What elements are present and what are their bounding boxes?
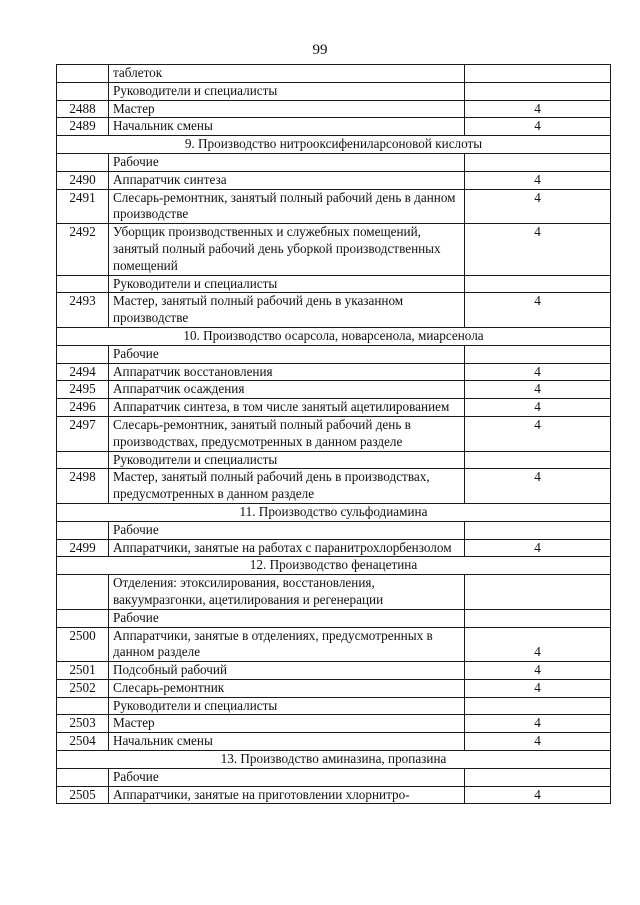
additional-leave-days: 4: [465, 399, 611, 417]
empty-value-cell: [465, 82, 611, 100]
section-title: 12. Производство фенацетина: [57, 557, 611, 575]
additional-leave-days: 4: [465, 786, 611, 804]
section-title: 9. Производство нитрооксифениларсоновой кислоты: [57, 136, 611, 154]
additional-leave-days: 4: [465, 679, 611, 697]
empty-number-cell: [57, 82, 109, 100]
item-number: 2495: [57, 381, 109, 399]
group-heading: Рабочие: [109, 345, 465, 363]
additional-leave-days: 4: [465, 224, 611, 275]
empty-value-cell: [465, 697, 611, 715]
item-number: 2496: [57, 399, 109, 417]
empty-value-cell: [465, 575, 611, 610]
group-heading: Рабочие: [109, 609, 465, 627]
profession-name: Аппаратчики, занятые в отделениях, предусмотренных в данном разделе: [109, 627, 465, 662]
profession-name: Аппаратчик осаждения: [109, 381, 465, 399]
empty-value-cell: [465, 451, 611, 469]
table-row: [57, 100, 611, 118]
empty-number-cell: [57, 451, 109, 469]
item-number: 2504: [57, 733, 109, 751]
group-row: [57, 768, 611, 786]
table-row: [57, 416, 611, 451]
item-number: 2494: [57, 363, 109, 381]
additional-leave-days: 4: [465, 733, 611, 751]
additional-leave-days: 4: [465, 100, 611, 118]
group-heading: Отделения: этоксилирования, восстановления, вакуумразгонки, ацетилирования и регенерации: [109, 575, 465, 610]
item-number: 2500: [57, 627, 109, 662]
item-number: 2493: [57, 293, 109, 328]
additional-leave-days: [465, 65, 611, 83]
profession-name: Слесарь-ремонтник: [109, 679, 465, 697]
section-title: 10. Производство осарсола, новарсенола, миарсенола: [57, 327, 611, 345]
item-number: 2503: [57, 715, 109, 733]
table-row: [57, 399, 611, 417]
additional-leave-days: 4: [465, 118, 611, 136]
item-number: [57, 65, 109, 83]
item-number: 2492: [57, 224, 109, 275]
additional-leave-days: 4: [465, 363, 611, 381]
profession-list-table: [56, 64, 611, 804]
empty-number-cell: [57, 768, 109, 786]
profession-name: Подсобный рабочий: [109, 662, 465, 680]
group-heading: Рабочие: [109, 768, 465, 786]
page-number: 99: [312, 42, 328, 58]
group-row: [57, 275, 611, 293]
table-row: [57, 627, 611, 662]
section-row: [57, 136, 611, 154]
group-heading: Рабочие: [109, 153, 465, 171]
group-row: [57, 451, 611, 469]
additional-leave-days: 4: [465, 469, 611, 504]
group-heading: Руководители и специалисты: [109, 275, 465, 293]
additional-leave-days: 4: [465, 293, 611, 328]
additional-leave-days: 4: [465, 416, 611, 451]
table-row: [57, 224, 611, 275]
profession-name: Мастер: [109, 715, 465, 733]
profession-name: Аппаратчик восстановления: [109, 363, 465, 381]
profession-name: Аппаратчики, занятые на приготовлении хлорнитро-: [109, 786, 465, 804]
empty-value-cell: [465, 275, 611, 293]
group-heading: Руководители и специалисты: [109, 451, 465, 469]
empty-number-cell: [57, 153, 109, 171]
item-number: 2490: [57, 171, 109, 189]
section-row: [57, 327, 611, 345]
empty-number-cell: [57, 275, 109, 293]
section-row: [57, 503, 611, 521]
empty-number-cell: [57, 697, 109, 715]
empty-number-cell: [57, 345, 109, 363]
group-heading: Руководители и специалисты: [109, 82, 465, 100]
section-row: [57, 557, 611, 575]
table-row: [57, 786, 611, 804]
item-number: 2501: [57, 662, 109, 680]
additional-leave-days: 4: [465, 662, 611, 680]
table-row: [57, 679, 611, 697]
additional-leave-days: 4: [465, 539, 611, 557]
table-row: [57, 363, 611, 381]
group-heading: Рабочие: [109, 521, 465, 539]
group-row: [57, 575, 611, 610]
item-number: 2502: [57, 679, 109, 697]
table-row: [57, 171, 611, 189]
item-number: 2505: [57, 786, 109, 804]
group-row: [57, 82, 611, 100]
additional-leave-days: 4: [465, 381, 611, 399]
table-body: [57, 65, 611, 804]
additional-leave-days: 4: [465, 627, 611, 662]
section-title: 13. Производство аминазина, пропазина: [57, 751, 611, 769]
profession-name: Аппаратчик синтеза, в том числе занятый ацетилированием: [109, 399, 465, 417]
item-number: 2489: [57, 118, 109, 136]
table-row: [57, 65, 611, 83]
profession-name: Аппаратчик синтеза: [109, 171, 465, 189]
table-row: [57, 662, 611, 680]
additional-leave-days: 4: [465, 171, 611, 189]
group-row: [57, 521, 611, 539]
table-row: [57, 381, 611, 399]
table-row: [57, 469, 611, 504]
item-number: 2499: [57, 539, 109, 557]
profession-name: Начальник смены: [109, 733, 465, 751]
section-title: 11. Производство сульфодиамина: [57, 503, 611, 521]
empty-number-cell: [57, 521, 109, 539]
profession-name: Мастер, занятый полный рабочий день в указанном производстве: [109, 293, 465, 328]
additional-leave-days: 4: [465, 189, 611, 224]
section-row: [57, 751, 611, 769]
profession-name: Аппаратчики, занятые на работах с паранитрохлорбензолом: [109, 539, 465, 557]
table-row: [57, 118, 611, 136]
empty-number-cell: [57, 575, 109, 610]
table-row: [57, 293, 611, 328]
profession-name: Слесарь-ремонтник, занятый полный рабочий день в производствах, предусмотренных в данном разделе: [109, 416, 465, 451]
profession-name: Слесарь-ремонтник, занятый полный рабочий день в данном производстве: [109, 189, 465, 224]
group-row: [57, 153, 611, 171]
empty-value-cell: [465, 153, 611, 171]
profession-name: Начальник смены: [109, 118, 465, 136]
table-row: [57, 715, 611, 733]
table-row: [57, 189, 611, 224]
profession-name: таблеток: [109, 65, 465, 83]
group-row: [57, 609, 611, 627]
empty-value-cell: [465, 345, 611, 363]
profession-name: Уборщик производственных и служебных помещений, занятый полный рабочий день уборкой производственных помещений: [109, 224, 465, 275]
group-row: [57, 345, 611, 363]
profession-name: Мастер, занятый полный рабочий день в производствах, предусмотренных в данном разделе: [109, 469, 465, 504]
table-row: [57, 733, 611, 751]
profession-name: Мастер: [109, 100, 465, 118]
item-number: 2497: [57, 416, 109, 451]
empty-value-cell: [465, 768, 611, 786]
group-row: [57, 697, 611, 715]
item-number: 2498: [57, 469, 109, 504]
item-number: 2491: [57, 189, 109, 224]
item-number: 2488: [57, 100, 109, 118]
empty-number-cell: [57, 609, 109, 627]
additional-leave-days: 4: [465, 715, 611, 733]
group-heading: Руководители и специалисты: [109, 697, 465, 715]
table-row: [57, 539, 611, 557]
empty-value-cell: [465, 609, 611, 627]
empty-value-cell: [465, 521, 611, 539]
